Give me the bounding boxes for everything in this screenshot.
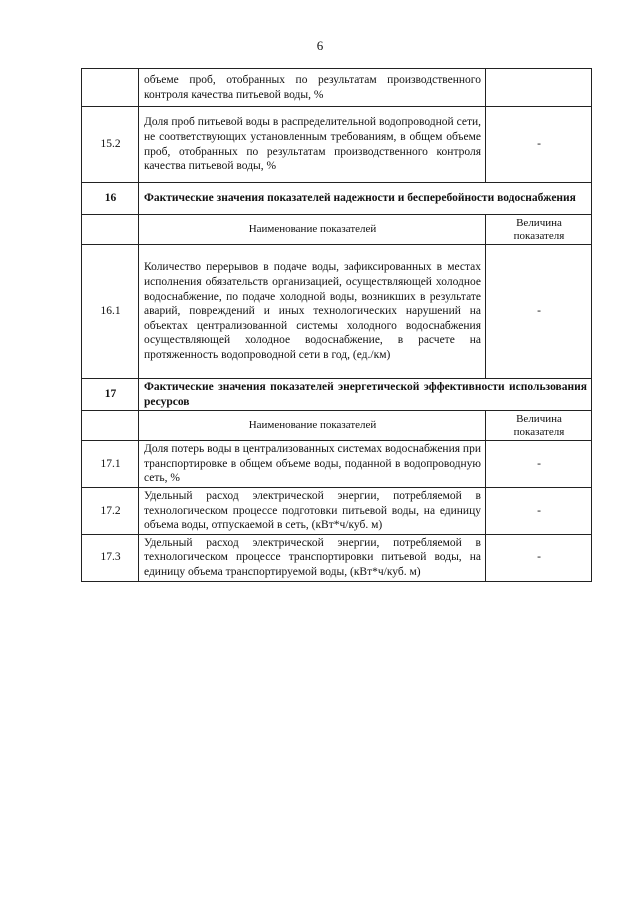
column-header-value: Величина показателя — [486, 215, 592, 245]
row-number: 16.1 — [82, 245, 139, 379]
row-number: 17.1 — [82, 441, 139, 488]
indicators-table — [81, 68, 592, 582]
row-number: 15.2 — [82, 107, 139, 183]
indicator-value — [486, 69, 592, 107]
table-row — [82, 69, 592, 107]
indicator-name: Удельный расход электрической энергии, потребляемой в технологическом процессе подготовки питьевой воды, на единицу объема воды, отпускаемой в сеть, (кВт*ч/куб. м) — [139, 487, 486, 534]
row-number — [82, 69, 139, 107]
section-row — [82, 379, 592, 411]
table-row — [82, 441, 592, 488]
section-row — [82, 183, 592, 215]
indicator-value: - — [486, 534, 592, 581]
column-header-value: Величина показателя — [486, 411, 592, 441]
indicator-value: - — [486, 245, 592, 379]
row-number: 17.2 — [82, 487, 139, 534]
table-row — [82, 107, 592, 183]
header-empty-cell — [82, 411, 139, 441]
column-header-row — [82, 215, 592, 245]
indicator-name: Удельный расход электрической энергии, потребляемой в технологическом процессе транспортировки питьевой воды, на единицу объема транспортируемой воды, (кВт*ч/куб. м) — [139, 534, 486, 581]
indicator-name: Доля потерь воды в централизованных системах водоснабжения при транспортировке в общем объеме воды, поданной в водопроводную сеть, % — [139, 441, 486, 488]
section-title: Фактические значения показателей надежности и бесперебойности водоснабжения — [139, 183, 592, 215]
column-header-name: Наименование показателей — [139, 411, 486, 441]
row-number: 17.3 — [82, 534, 139, 581]
section-number: 17 — [82, 379, 139, 411]
section-title: Фактические значения показателей энергетической эффективности использования ресурсов — [139, 379, 592, 411]
section-number: 16 — [82, 183, 139, 215]
indicator-name: Количество перерывов в подаче воды, зафиксированных в местах исполнения обязательств организацией, осуществляющей холодное водоснабжение, по подаче холодной воды, возникших в результате аварий, повреждений и иных технологических нарушений на объектах централизованной системы холодного водоснабжения осуществляющей холодное водоснабжение, в расчете на протяженность водопроводной сети в год, (ед./км) — [139, 245, 486, 379]
header-empty-cell — [82, 215, 139, 245]
indicator-value: - — [486, 107, 592, 183]
indicator-name: Доля проб питьевой воды в распределительной водопроводной сети, не соответствующих установленным требованиям, в общем объеме проб, отобранных по результатам производственного контроля качества питьевой воды, % — [139, 107, 486, 183]
indicator-value: - — [486, 441, 592, 488]
table-row — [82, 487, 592, 534]
indicator-value: - — [486, 487, 592, 534]
column-header-name: Наименование показателей — [139, 215, 486, 245]
indicator-name: объеме проб, отобранных по результатам производственного контроля качества питьевой воды, % — [139, 69, 486, 107]
column-header-row — [82, 411, 592, 441]
page-number: 6 — [316, 38, 324, 53]
table-row — [82, 245, 592, 379]
table-row — [82, 534, 592, 581]
